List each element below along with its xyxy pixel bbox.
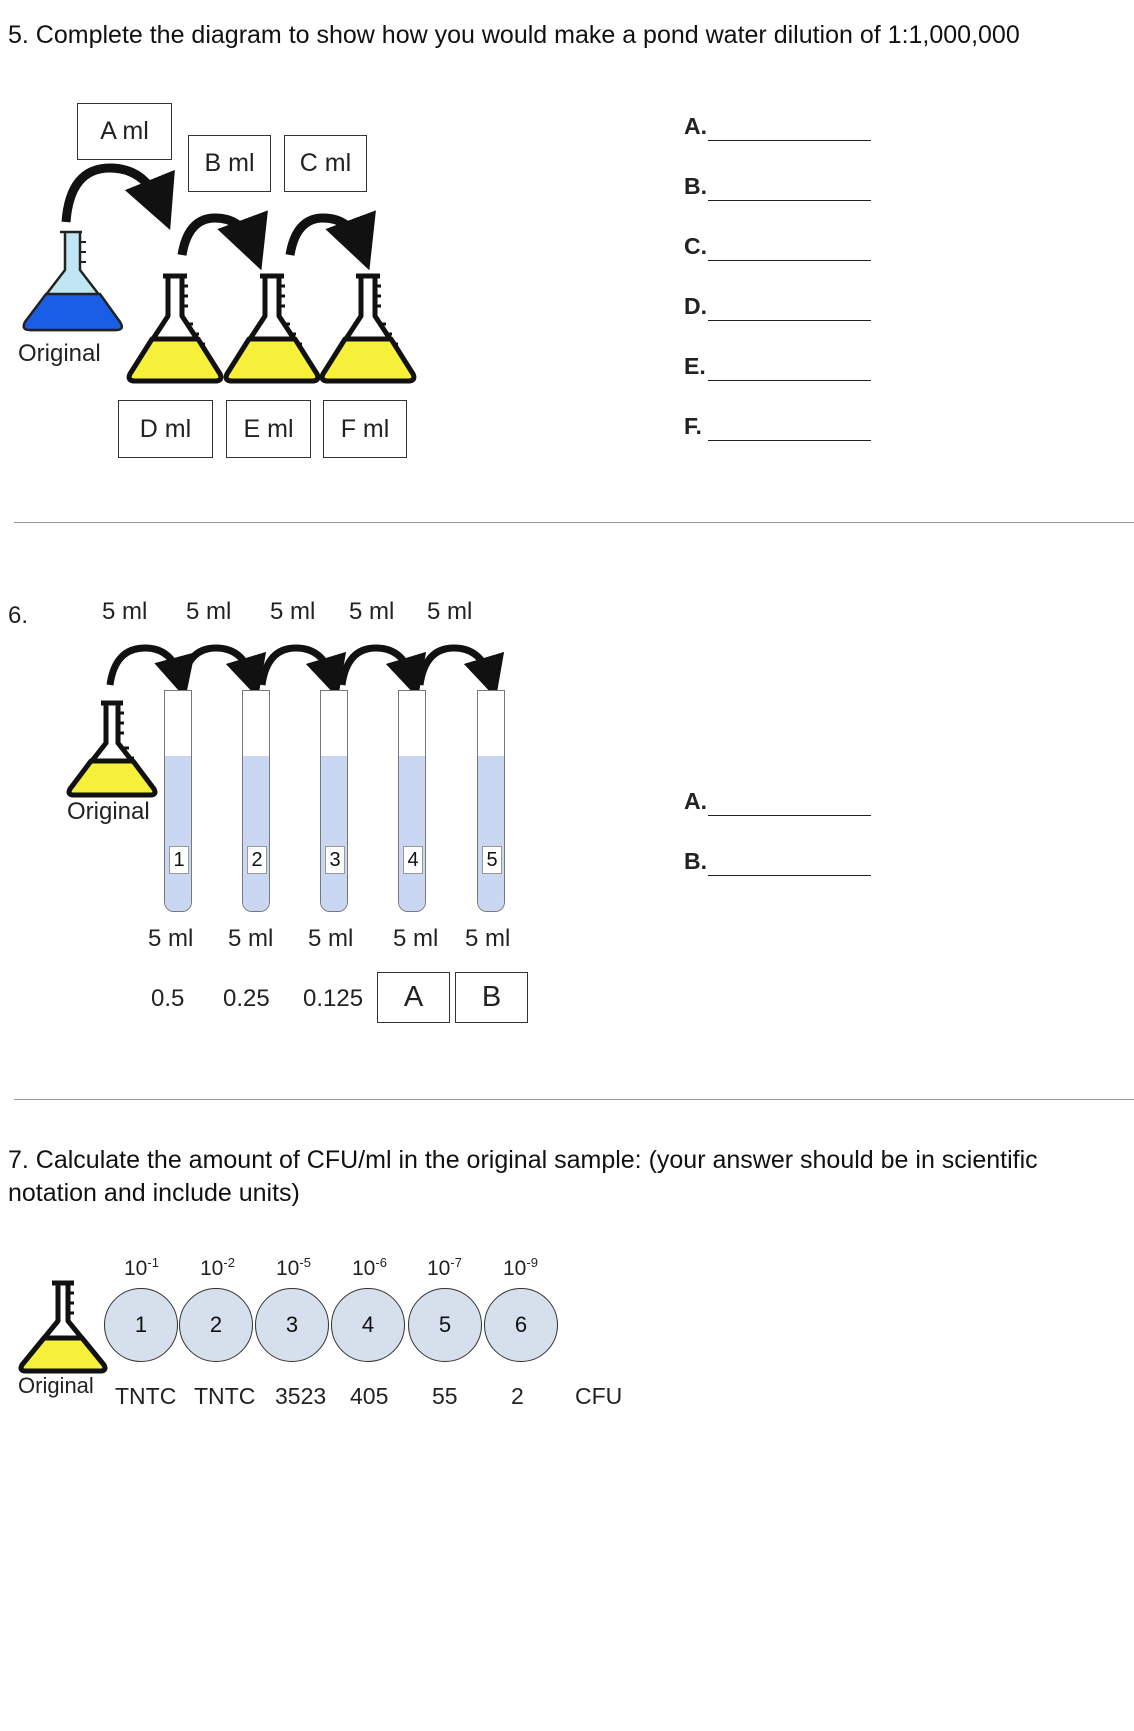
tube-concentration-1: 0.5 <box>151 985 185 1012</box>
plate-dilution-6: $10^{-9}$ <box>503 1255 538 1280</box>
plate-dilution-4: $10^{-6}$ <box>352 1255 387 1280</box>
q7-original-flask <box>21 1283 105 1371</box>
q5-answer-c: C. <box>684 233 707 260</box>
colony-count-5: 55 <box>432 1383 458 1409</box>
box-b-ml: B ml <box>188 135 271 192</box>
answer-blank[interactable] <box>708 380 871 381</box>
q5-original-label: Original <box>18 340 101 367</box>
answer-blank[interactable] <box>708 140 871 141</box>
q5-answer-b: B. <box>684 173 707 200</box>
q6-answer-a: A. <box>684 788 707 815</box>
box-c-ml: C ml <box>284 135 367 192</box>
q6-original-label: Original <box>67 798 150 825</box>
transfer-volume-1: 5 ml <box>102 598 148 625</box>
tube-volume-4: 5 ml <box>393 925 439 952</box>
petri-plate-1: 1 <box>104 1288 178 1362</box>
original-flask-blue <box>24 232 122 330</box>
answer-blank[interactable] <box>708 875 871 876</box>
q7-question-line-2: notation and include units) <box>8 1179 300 1207</box>
tube-concentration-2: 0.25 <box>223 985 270 1012</box>
q7-question-line-1: 7. Calculate the amount of CFU/ml in the original sample: (your answer should be in scientific <box>8 1146 1038 1174</box>
box-d-ml: D ml <box>118 400 213 458</box>
answer-blank[interactable] <box>708 320 871 321</box>
concentration-box-b: B <box>455 972 528 1023</box>
q6-number: 6. <box>8 602 29 629</box>
petri-plate-5: 5 <box>408 1288 482 1362</box>
concentration-box-a: A <box>377 972 450 1023</box>
plate-dilution-5: $10^{-7}$ <box>427 1255 462 1280</box>
colony-count-unit: CFU <box>575 1383 623 1409</box>
tube-volume-5: 5 ml <box>465 925 511 952</box>
q5-question: 5. Complete the diagram to show how you would make a pond water dilution of 1:1,000,000 <box>8 21 1020 49</box>
tube-volume-2: 5 ml <box>228 925 274 952</box>
q5-answer-d: D. <box>684 293 707 320</box>
q7-original-label: Original <box>18 1373 94 1398</box>
transfer-volume-4: 5 ml <box>349 598 395 625</box>
q5-answer-a: A. <box>684 113 707 140</box>
arrow-2-to-3 <box>290 218 360 255</box>
q6-original-flask <box>69 703 155 795</box>
divider <box>14 522 1134 523</box>
plate-dilution-2: $10^{-2}$ <box>200 1255 235 1280</box>
plate-dilution-3: $10^{-5}$ <box>276 1255 311 1280</box>
petri-plate-2: 2 <box>179 1288 253 1362</box>
answer-blank[interactable] <box>708 260 871 261</box>
arrow-1-to-2 <box>182 218 252 255</box>
arrow-original-to-1 <box>66 168 160 222</box>
petri-plate-3: 3 <box>255 1288 329 1362</box>
transfer-volume-2: 5 ml <box>186 598 232 625</box>
transfer-volume-3: 5 ml <box>270 598 316 625</box>
box-a-ml: A ml <box>77 103 172 160</box>
test-tube-1: 1 <box>164 690 192 912</box>
colony-count-3: 3523 <box>275 1383 327 1409</box>
colony-count-4: 405 <box>350 1383 389 1409</box>
box-f-ml: F ml <box>323 400 407 458</box>
q6-answer-b: B. <box>684 848 707 875</box>
test-tube-4: 4 <box>398 690 426 912</box>
colony-count-1: TNTC <box>115 1383 177 1409</box>
test-tube-5: 5 <box>477 690 505 912</box>
q5-answer-f: F. <box>684 413 702 440</box>
test-tube-2: 2 <box>242 690 270 912</box>
box-e-ml: E ml <box>226 400 311 458</box>
dilution-flask-3 <box>322 276 414 381</box>
dilution-flask-2 <box>226 276 318 381</box>
tube-volume-1: 5 ml <box>148 925 194 952</box>
test-tube-3: 3 <box>320 690 348 912</box>
dilution-flask-1 <box>129 276 221 381</box>
plate-dilution-1: $10^{-1}$ <box>124 1255 159 1280</box>
transfer-volume-5: 5 ml <box>427 598 473 625</box>
answer-blank[interactable] <box>708 815 871 816</box>
tube-concentration-3: 0.125 <box>303 985 364 1012</box>
tube-volume-3: 5 ml <box>308 925 354 952</box>
petri-plate-6: 6 <box>484 1288 558 1362</box>
answer-blank[interactable] <box>708 200 871 201</box>
colony-count-6: 2 <box>511 1383 524 1409</box>
petri-plate-4: 4 <box>331 1288 405 1362</box>
divider <box>14 1099 1134 1100</box>
answer-blank[interactable] <box>708 440 871 441</box>
q5-answer-e: E. <box>684 353 706 380</box>
colony-count-2: TNTC <box>194 1383 256 1409</box>
